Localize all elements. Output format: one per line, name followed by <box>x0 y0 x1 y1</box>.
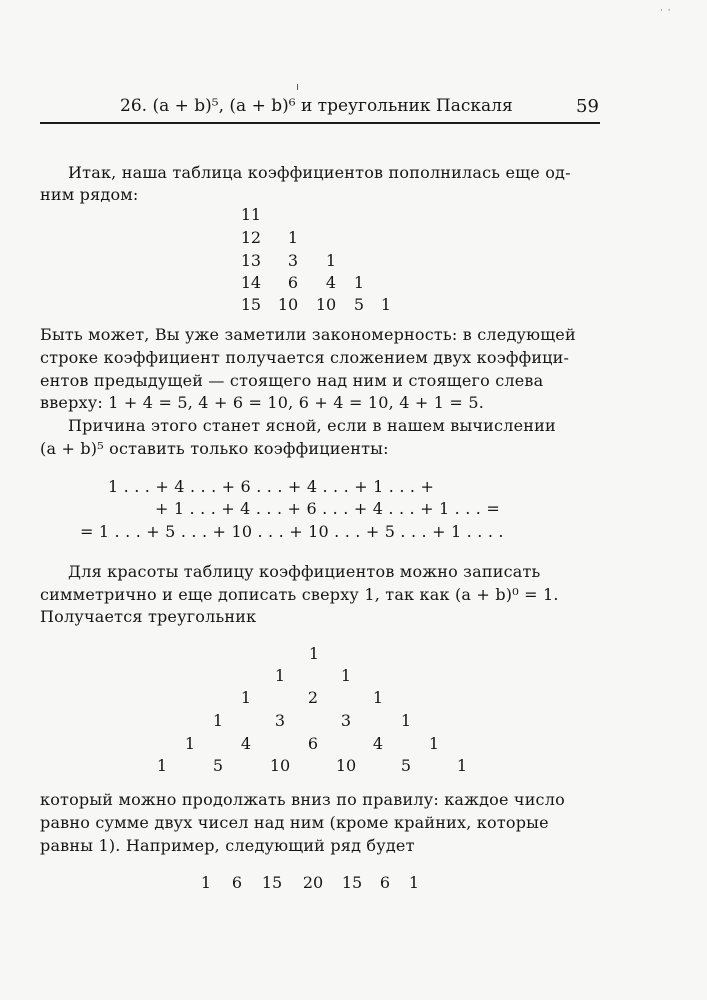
triangle-cell: 10 <box>269 756 291 775</box>
next-row-cell: 15 <box>261 873 283 892</box>
sum-row: 1 . . . + 4 . . . + 6 . . . + 4 . . . + 1 . . . + <box>108 477 435 496</box>
intro-line: Итак, наша таблица коэффициентов пополнилась еще од- <box>68 163 571 182</box>
triangle-cell: 1 <box>212 711 224 730</box>
paragraph-line: Для красоты таблицу коэффициентов можно записать <box>68 562 541 581</box>
table-cell: 1 <box>240 273 252 292</box>
triangle-cell: 3 <box>274 711 286 730</box>
paragraph-line: который можно продолжать вниз по правилу: каждое число <box>40 790 565 809</box>
table-cell: 5 <box>250 295 262 314</box>
paragraph-line: симметрично и еще дописать сверху 1, так как (a + b)⁰ = 1. <box>40 585 559 604</box>
next-row-cell: 15 <box>341 873 363 892</box>
paragraph-line: равно сумме двух чисел над ним (кроме крайних, которые <box>40 813 549 832</box>
triangle-cell: 10 <box>335 756 357 775</box>
page-number: 59 <box>576 96 599 117</box>
pencil-mark: · · <box>660 6 672 16</box>
table-cell: 4 <box>250 273 262 292</box>
next-row-cell: 6 <box>379 873 391 892</box>
sum-row: + 1 . . . + 4 . . . + 6 . . . + 4 . . . + 1 . . . = <box>155 499 500 518</box>
triangle-cell: 4 <box>372 734 384 753</box>
triangle-cell: 1 <box>274 666 286 685</box>
next-row-cell: 20 <box>302 873 324 892</box>
header-rule <box>40 122 600 124</box>
table-cell: 5 <box>353 295 365 314</box>
pencil-mark: ı <box>296 80 300 93</box>
triangle-cell: 1 <box>184 734 196 753</box>
triangle-cell: 1 <box>400 711 412 730</box>
table-cell: 1 <box>353 273 365 292</box>
triangle-cell: 1 <box>456 756 468 775</box>
triangle-cell: 4 <box>240 734 252 753</box>
table-cell: 4 <box>325 273 337 292</box>
triangle-cell: 1 <box>156 756 168 775</box>
table-cell: 3 <box>287 251 299 270</box>
paragraph-line: ентов предыдущей — стоящего над ним и стоящего слева <box>40 371 544 390</box>
triangle-cell: 6 <box>307 734 319 753</box>
table-cell: 1 <box>250 205 262 224</box>
table-cell: 1 <box>380 295 392 314</box>
triangle-cell: 1 <box>428 734 440 753</box>
triangle-cell: 1 <box>340 666 352 685</box>
paragraph-line: строке коэффициент получается сложением двух коэффици- <box>40 348 570 367</box>
paragraph-line: Получается треугольник <box>40 607 257 626</box>
table-cell: 1 <box>287 228 299 247</box>
table-cell: 2 <box>250 228 262 247</box>
sum-row: = 1 . . . + 5 . . . + 10 . . . + 10 . . . + 5 . . . + 1 . . . . <box>80 522 504 541</box>
next-row-cell: 6 <box>231 873 243 892</box>
table-cell: 1 <box>325 251 337 270</box>
table-cell: 10 <box>315 295 337 314</box>
table-cell: 6 <box>287 273 299 292</box>
running-header: 26. (a + b)⁵, (a + b)⁶ и треугольник Паскаля <box>120 96 513 116</box>
triangle-cell: 5 <box>400 756 412 775</box>
triangle-cell: 1 <box>308 644 320 663</box>
table-cell: 3 <box>250 251 262 270</box>
next-row-cell: 1 <box>200 873 212 892</box>
table-cell: 1 <box>240 205 252 224</box>
triangle-cell: 1 <box>372 688 384 707</box>
paragraph-line: Быть может, Вы уже заметили закономерность: в следующей <box>40 325 576 344</box>
table-cell: 10 <box>277 295 299 314</box>
paragraph-line: (a + b)⁵ оставить только коэффициенты: <box>40 439 389 458</box>
triangle-cell: 5 <box>212 756 224 775</box>
table-cell: 1 <box>240 295 252 314</box>
paragraph-line: вверху: 1 + 4 = 5, 4 + 6 = 10, 6 + 4 = 10, 4 + 1 = 5. <box>40 393 484 412</box>
paragraph-line: Причина этого станет ясной, если в нашем вычислении <box>68 416 556 435</box>
triangle-cell: 3 <box>340 711 352 730</box>
table-cell: 1 <box>240 251 252 270</box>
triangle-cell: 2 <box>307 688 319 707</box>
intro-line: ним рядом: <box>40 185 139 204</box>
paragraph-line: равны 1). Например, следующий ряд будет <box>40 836 415 855</box>
table-cell: 1 <box>240 228 252 247</box>
next-row-cell: 1 <box>408 873 420 892</box>
triangle-cell: 1 <box>240 688 252 707</box>
